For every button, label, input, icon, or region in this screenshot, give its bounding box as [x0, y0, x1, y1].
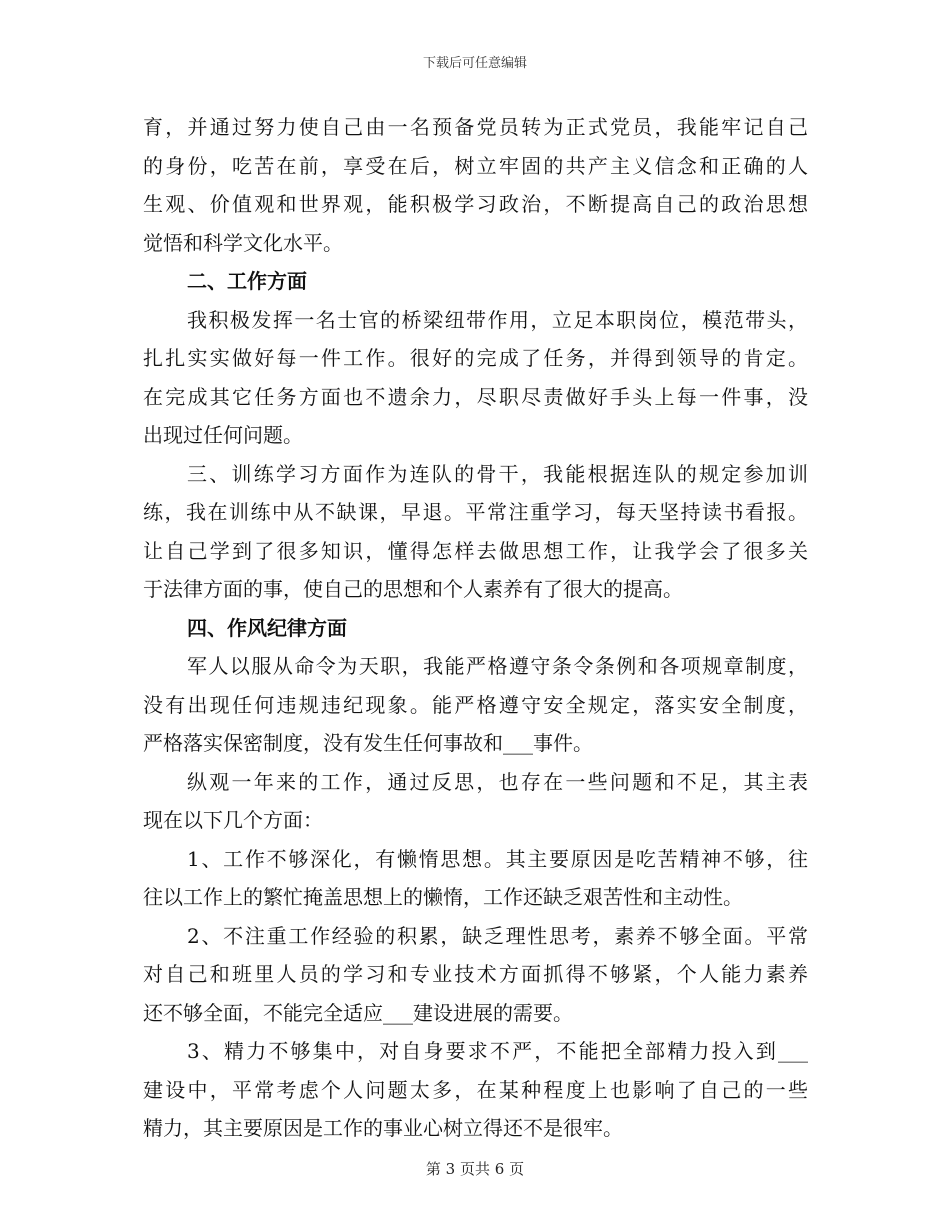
text-line: 三、训练学习方面作为连队的骨干，我能根据连队的规定参加训 [187, 461, 808, 486]
text-line: 于法律方面的事，使自己的思想和个人素养有了很大的提高。 [143, 577, 683, 601]
text-line: 精力，其主要原因是工作的事业心树立得还不是很牢。 [143, 1116, 623, 1140]
text-line: 在完成其它任务方面也不遗余力，尽职尽责做好手头上每一件事，没 [143, 384, 808, 409]
text-line: 现在以下几个方面： [143, 808, 323, 832]
text-line: 军人以服从命令为天职，我能严格遵守条令条例和各项规章制度， [187, 654, 808, 678]
text-line: 的身份，吃苦在前，享受在后，树立牢固的共产主义信念和正确的人 [143, 153, 808, 178]
section-heading-discipline: 四、作风纪律方面 [187, 615, 347, 640]
text-line: 对自己和班里人员的学习和专业技术方面抓得不够紧，个人能力素养 [143, 962, 808, 986]
text-line: 出现过任何问题。 [143, 423, 303, 447]
text-line: 1、工作不够深化，有懒惰思想。其主要原因是吃苦精神不够，往 [187, 846, 808, 871]
page-number: 第 3 页共 6 页 [425, 1160, 525, 1178]
text-line: 让自己学到了很多知识，懂得怎样去做思想工作，让我学会了很多关 [143, 538, 808, 563]
text-line: 还不够全面，不能完全适应___建设进展的需要。 [143, 1000, 573, 1025]
text-line: 扎扎实实做好每一件工作。很好的完成了任务，并得到领导的肯定。 [143, 346, 808, 370]
text-line: 生观、价值观和世界观，能积极学习政治，不断提高自己的政治思想 [143, 192, 808, 216]
text-line: 纵观一年来的工作，通过反思，也存在一些问题和不足，其主表 [187, 769, 808, 794]
text-line: 严格落实保密制度，没有发生任何事故和___事件。 [143, 731, 593, 755]
text-line: 3、精力不够集中，对自身要求不严，不能把全部精力投入到___ [187, 1039, 808, 1063]
text-line: 2、不注重工作经验的积累，缺乏理性思考，素养不够全面。平常 [187, 923, 808, 948]
section-heading-work: 二、工作方面 [187, 269, 307, 293]
text-line: 建设中，平常考虑个人问题太多，在某种程度上也影响了自己的一些 [143, 1077, 808, 1102]
text-line: 往以工作上的繁忙掩盖思想上的懒惰，工作还缺乏艰苦性和主动性。 [143, 885, 743, 909]
page-header: 下载后可任意编辑 [422, 56, 527, 71]
text-line: 觉悟和科学文化水平。 [143, 230, 343, 255]
text-line: 没有出现任何违规违纪现象。能严格遵守安全规定，落实安全制度， [143, 692, 808, 717]
text-line: 练，我在训练中从不缺课，早退。平常注重学习，每天坚持读书看报。 [143, 500, 808, 524]
document-body [143, 108, 808, 1148]
text-line: 我积极发挥一名士官的桥梁纽带作用，立足本职岗位，模范带头， [187, 307, 808, 332]
text-line: 育，并通过努力使自己由一名预备党员转为正式党员，我能牢记自己 [143, 115, 808, 139]
